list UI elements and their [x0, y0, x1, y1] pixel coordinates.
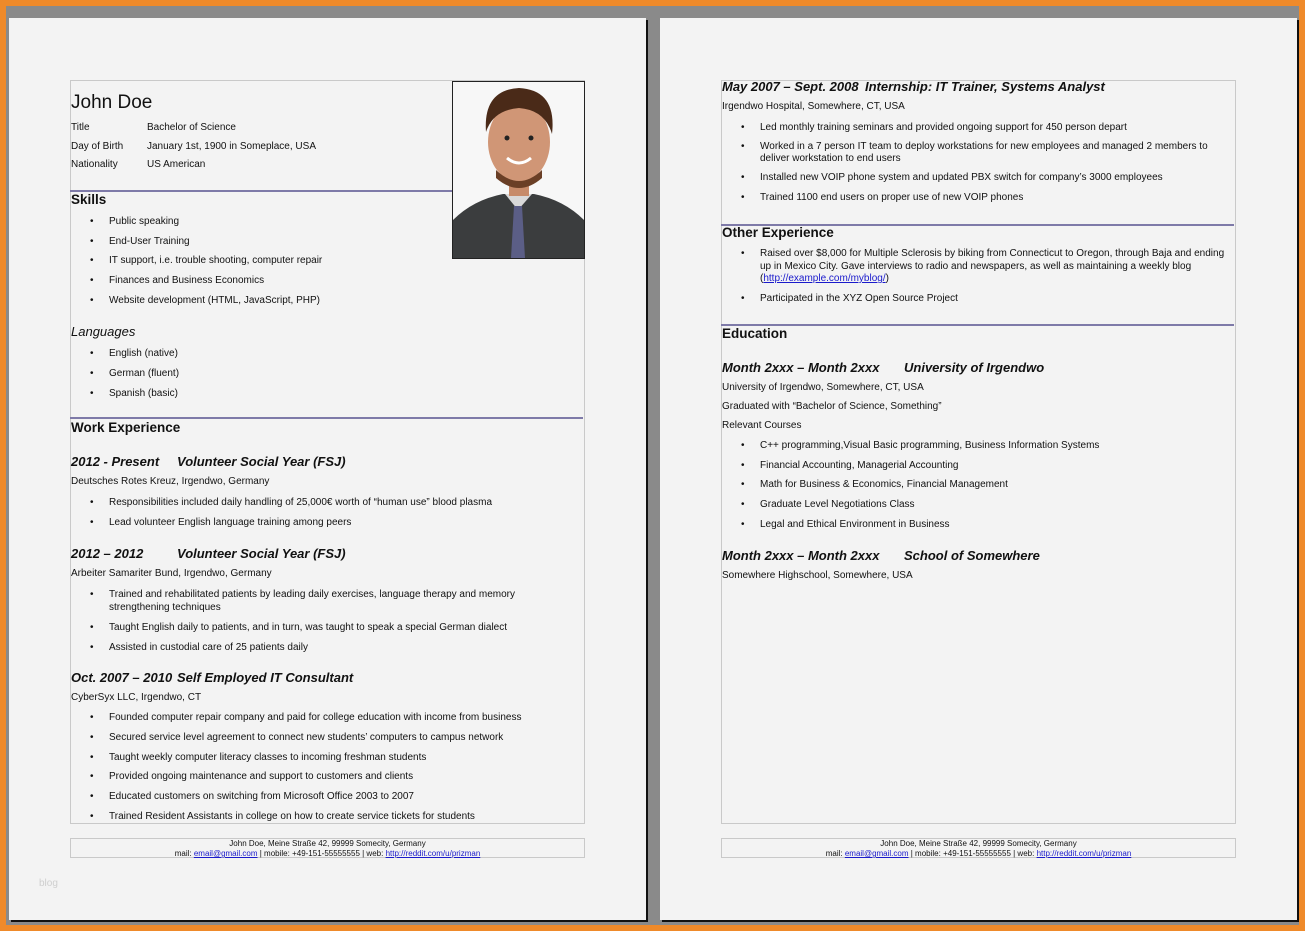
- list-item: • Public speaking: [71, 215, 451, 228]
- footer-contact: [722, 849, 1235, 859]
- list-item: • Educated customers on switching from Microsoft Office 2003 to 2007: [71, 790, 571, 803]
- edu-degree: Graduated with “Bachelor of Science, Something”: [722, 401, 942, 412]
- info-label-nationality: Nationality: [71, 159, 118, 170]
- profile-photo: [452, 81, 585, 259]
- job-bullets: [71, 496, 531, 529]
- list-item: • Secured service level agreement to connect new students’ computers to campus network: [71, 731, 571, 744]
- footer-address: John Doe, Meine Straße 42, 99999 Somecity, Germany: [880, 839, 1077, 848]
- edu-place: Somewhere Highschool, Somewhere, USA: [722, 570, 913, 581]
- page-footer: [721, 838, 1236, 858]
- education-heading: Education: [722, 326, 788, 341]
- list-item: • Taught English daily to patients, and in turn, was taught to speak a special German dialect: [71, 621, 541, 634]
- list-item: • English (native): [71, 347, 451, 360]
- other-experience-heading: Other Experience: [722, 225, 834, 240]
- footer-mail-label: mail:: [174, 849, 194, 858]
- info-label-birth: Day of Birth: [71, 141, 124, 152]
- footer-address: John Doe, Meine Straße 42, 99999 Somecity, Germany: [229, 839, 426, 848]
- job-place: Arbeiter Samariter Bund, Irgendwo, Germany: [71, 568, 272, 579]
- list-item: • Spanish (basic): [71, 387, 451, 400]
- job-bullets: [71, 711, 571, 823]
- work-heading: Work Experience: [71, 420, 181, 435]
- job-place: Deutsches Rotes Kreuz, Irgendwo, Germany: [71, 476, 270, 487]
- list-item: • Installed new VOIP phone system and updated PBX switch for company’s 3000 employees: [722, 171, 1232, 184]
- list-item: • Worked in a 7 person IT team to deploy workstations for new employees and managed 2 members to deliver workstation to end users: [722, 141, 1232, 165]
- internship-dates: May 2007 – Sept. 2008: [722, 79, 859, 94]
- list-item: • Founded computer repair company and paid for college education with income from business: [71, 711, 571, 724]
- list-item: • Financial Accounting, Managerial Accounting: [722, 459, 1232, 472]
- list-item: • Legal and Ethical Environment in Business: [722, 518, 1232, 531]
- list-item: • German (fluent): [71, 367, 451, 380]
- footer-mobile: | mobile: +49-151-55555555 | web:: [908, 849, 1037, 858]
- list-item: • Trained Resident Assistants in college on how to create service tickets for students: [71, 810, 571, 823]
- page-footer: [70, 838, 585, 858]
- job-title: Self Employed IT Consultant: [177, 670, 354, 685]
- list-item: • Graduate Level Negotiations Class: [722, 498, 1232, 511]
- list-item: • Finances and Business Economics: [71, 274, 451, 287]
- footer-web-link[interactable]: http://reddit.com/u/prizman: [1036, 849, 1132, 858]
- footer-email-link[interactable]: email@gmail.com: [193, 849, 258, 858]
- footer-mobile: | mobile: +49-151-55555555 | web:: [257, 849, 386, 858]
- internship-title: Internship: IT Trainer, Systems Analyst: [865, 79, 1105, 94]
- skills-list: [71, 215, 451, 307]
- other-experience-list: [722, 248, 1234, 305]
- job-dates: 2012 – 2012: [71, 546, 144, 561]
- other-bullet-end: ): [885, 273, 889, 284]
- list-item: • Taught weekly computer literacy classes to incoming freshman students: [71, 751, 571, 764]
- resume-page-2: [660, 18, 1297, 920]
- footer-web-link[interactable]: http://reddit.com/u/prizman: [385, 849, 481, 858]
- edu-courses-label: Relevant Courses: [722, 420, 802, 431]
- list-item: • Led monthly training seminars and provided ongoing support for 450 person depart: [722, 121, 1232, 134]
- list-item: • Participated in the XYZ Open Source Project: [722, 292, 1234, 305]
- languages-heading: Languages: [71, 324, 136, 339]
- job-dates: Oct. 2007 – 2010: [71, 670, 173, 685]
- list-item: • IT support, i.e. trouble shooting, computer repair: [71, 254, 451, 267]
- section-divider: [70, 417, 583, 419]
- edu-place: University of Irgendwo, Somewhere, CT, USA: [722, 382, 924, 393]
- courses-list: [722, 439, 1232, 531]
- list-item: • Assisted in custodial care of 25 patients daily: [71, 641, 541, 654]
- internship-place: Irgendwo Hospital, Somewhere, CT, USA: [722, 101, 905, 112]
- job-bullets: [71, 588, 541, 654]
- list-item: • Lead volunteer English language training among peers: [71, 516, 531, 529]
- job-title: Volunteer Social Year (FSJ): [177, 454, 346, 469]
- job-place: CyberSyx LLC, Irgendwo, CT: [71, 692, 202, 703]
- list-item: • Trained and rehabilitated patients by leading daily exercises, language therapy and memory strengthening techniques: [71, 588, 541, 614]
- list-item: • End-User Training: [71, 235, 451, 248]
- info-label-title: Title: [71, 122, 90, 133]
- list-item: • Provided ongoing maintenance and support to customers and clients: [71, 770, 571, 783]
- skills-heading: Skills: [71, 192, 107, 207]
- edu-dates: Month 2xxx – Month 2xxx: [722, 360, 880, 375]
- info-value-title: Bachelor of Science: [147, 122, 236, 133]
- footer-email-link[interactable]: email@gmail.com: [844, 849, 909, 858]
- other-bullet-text: Raised over $8,000 for Multiple Sclerosis by biking from Connecticut to Oregon, through Baja and ending up in Mexico City. Gave interviews to radio and newspapers, as well as maintaining a weekly blog (: [760, 248, 1225, 284]
- list-item: • Responsibilities included daily handling of 25,000€ worth of “human use” blood plasma: [71, 496, 531, 509]
- footer-contact: [71, 849, 584, 859]
- list-item: [722, 248, 1234, 286]
- edu-title: School of Somewhere: [904, 548, 1040, 563]
- footer-mail-label: mail:: [825, 849, 845, 858]
- section-divider: [70, 190, 452, 192]
- info-value-nationality: US American: [147, 159, 206, 170]
- resume-page-1: [9, 18, 646, 920]
- info-value-birth: January 1st, 1900 in Someplace, USA: [147, 141, 316, 152]
- languages-list: [71, 347, 451, 400]
- list-item: • Website development (HTML, JavaScript, PHP): [71, 294, 451, 307]
- internship-bullets: [722, 121, 1232, 204]
- blog-link[interactable]: http://example.com/myblog/: [763, 273, 886, 284]
- edu-dates: Month 2xxx – Month 2xxx: [722, 548, 880, 563]
- job-title: Volunteer Social Year (FSJ): [177, 546, 346, 561]
- list-item: • C++ programming,Visual Basic programming, Business Information Systems: [722, 439, 1232, 452]
- list-item: • Math for Business & Economics, Financial Management: [722, 478, 1232, 491]
- section-divider: [721, 324, 1234, 326]
- job-dates: 2012 - Present: [71, 454, 160, 469]
- watermark: blog: [39, 878, 58, 889]
- edu-title: University of Irgendwo: [904, 360, 1045, 375]
- list-item: • Trained 1100 end users on proper use of new VOIP phones: [722, 191, 1232, 204]
- candidate-name: John Doe: [71, 92, 153, 113]
